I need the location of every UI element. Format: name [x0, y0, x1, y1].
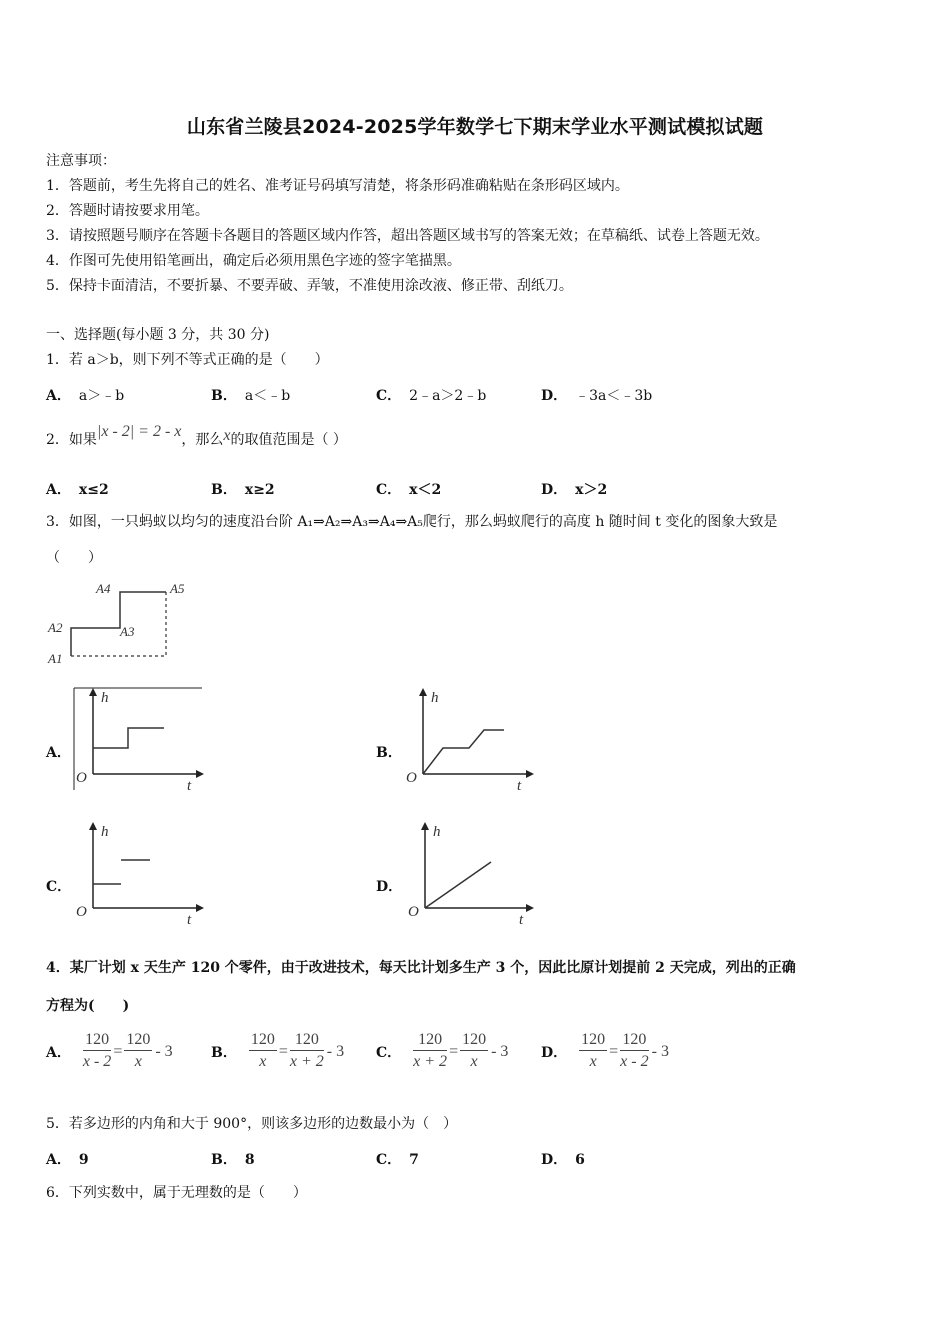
q2-expression: |x - 2| = 2 - x: [96, 423, 182, 440]
option-letter: D．: [541, 1152, 568, 1168]
option-letter: C．: [46, 879, 72, 895]
option-text: x≤2: [78, 482, 109, 498]
q2-option-d: [541, 479, 615, 499]
option-letter: C．: [376, 388, 402, 404]
tail-term: - 3: [155, 1042, 173, 1060]
denominator: x + 2: [413, 1053, 448, 1070]
question-6-stem: 6．下列实数中，属于无理数的是（ ）: [46, 1185, 307, 1201]
axis-label: t: [517, 778, 522, 794]
option-text: 7: [409, 1152, 419, 1168]
option-letter: B．: [376, 745, 402, 761]
option-text: ﹣3a＜﹣3b: [575, 388, 653, 404]
q2-option-b: [211, 479, 283, 499]
q2-mid: ，那么: [181, 432, 224, 448]
option-letter: D．: [541, 1044, 568, 1061]
fraction-left: [413, 1030, 447, 1073]
equals-sign: =: [449, 1042, 459, 1060]
notice-item: 5．保持卡面清洁，不要折暴、不要弄破、弄皱，不准使用涂改液、修正带、刮纸刀。: [46, 278, 573, 294]
q2-var: x: [223, 427, 231, 444]
notice-heading: 注意事项：: [46, 153, 116, 169]
question-1-stem: 1．若 a＞b，则下列不等式正确的是（ ）: [46, 352, 329, 368]
q3-graph-b: [402, 686, 542, 794]
option-text: 6: [575, 1152, 585, 1168]
axis-origin: O: [76, 770, 87, 786]
q4-option-d: [541, 1030, 669, 1073]
axis-origin: O: [408, 904, 419, 920]
option-letter: D．: [541, 482, 568, 498]
denominator: x + 2: [289, 1053, 324, 1070]
q1-option-a: [46, 385, 124, 405]
fraction-right: [290, 1030, 324, 1073]
notice-item: 2．答题时请按要求用笔。: [46, 203, 209, 219]
q4-option-b: [211, 1030, 344, 1073]
axis-label: h: [431, 690, 439, 706]
numerator: 120: [124, 1030, 152, 1051]
question-2-stem: [46, 423, 347, 450]
numerator: 120: [83, 1030, 111, 1051]
question-3-blank: （ ）: [46, 550, 102, 566]
axis-label: h: [433, 824, 441, 840]
q2-suffix: 的取值范围是（ ）: [230, 432, 347, 448]
notice-item: 3．请按照题号顺序在答题卡各题目的答题区域内作答，超出答题区域书写的答案无效；在草稿纸、试卷上答题无效。: [46, 228, 769, 244]
q2-prefix: 2．如果: [46, 432, 97, 448]
fraction-right: [620, 1030, 648, 1073]
fraction-right: [124, 1030, 152, 1073]
option-letter: C．: [376, 482, 402, 498]
axis-label: h: [101, 690, 109, 706]
option-text: 2﹣a＞2﹣b: [409, 388, 487, 404]
question-5-stem: 5．若多边形的内角和大于 900°，则该多边形的边数最小为（ ）: [46, 1116, 458, 1132]
axis-label: t: [187, 778, 192, 794]
option-letter: A．: [46, 745, 71, 761]
equals-sign: =: [113, 1042, 123, 1060]
q4-option-a: [46, 1030, 173, 1073]
option-letter: A．: [46, 388, 71, 404]
axis-label: t: [519, 912, 524, 928]
tail-term: - 3: [326, 1042, 345, 1060]
fraction-left: [83, 1030, 111, 1073]
denominator: x: [134, 1053, 142, 1070]
axis-label: t: [187, 912, 192, 928]
q5-option-d: [541, 1149, 593, 1169]
stair-label: A4: [96, 581, 111, 596]
option-letter: D．: [376, 879, 403, 895]
option-text: x≥2: [244, 482, 275, 498]
option-letter: B．: [211, 482, 237, 498]
denominator: x - 2: [82, 1053, 112, 1070]
staircase-figure: [44, 576, 194, 668]
denominator: x: [259, 1053, 267, 1070]
notice-item: 1．答题前，考生先将自己的姓名、准考证号码填写清楚，将条形码准确粘贴在条形码区域内。: [46, 178, 629, 194]
tail-term: - 3: [651, 1042, 669, 1060]
q3-graph-d: [402, 820, 542, 928]
option-letter: B．: [211, 1152, 237, 1168]
option-letter: A．: [46, 1152, 71, 1168]
question-4-stem-2: 方程为( ): [46, 998, 130, 1014]
q5-option-c: [376, 1149, 427, 1169]
option-letter: B．: [211, 1044, 237, 1061]
option-text: a＜﹣b: [244, 388, 291, 404]
numerator: 120: [579, 1030, 607, 1051]
numerator: 120: [249, 1030, 277, 1051]
option-letter: B．: [211, 388, 237, 404]
option-letter: D．: [541, 388, 568, 404]
numerator: 120: [620, 1030, 648, 1051]
q4-option-c: [376, 1030, 508, 1073]
fraction-left: [249, 1030, 277, 1073]
q1-option-d: [541, 385, 652, 405]
option-text: 9: [78, 1152, 89, 1168]
question-3-stem: 3．如图，一只蚂蚁以均匀的速度沿台阶 A₁⇒A₂⇒A₃⇒A₄⇒A₅爬行，那么蚂蚁爬行的高度 h 随时间 t 变化的图象大致是: [46, 514, 778, 530]
numerator: 120: [460, 1030, 488, 1051]
option-text: a＞﹣b: [78, 388, 125, 404]
tail-term: - 3: [491, 1042, 509, 1060]
q3-graph-c: [72, 820, 207, 928]
q2-option-c: [376, 479, 449, 499]
q5-option-a: [46, 1149, 97, 1169]
numerator: 120: [290, 1030, 324, 1051]
page-title: 山东省兰陵县2024-2025学年数学七下期末学业水平测试模拟试题: [186, 116, 764, 138]
q1-option-b: [211, 385, 290, 405]
stair-label: A1: [48, 651, 63, 666]
q2-option-a: [46, 479, 117, 499]
notice-item: 4．作图可先使用铅笔画出，确定后必须用黑色字迹的签字笔描黑。: [46, 253, 461, 269]
denominator: x - 2: [620, 1053, 649, 1070]
option-letter: A．: [46, 482, 71, 498]
equals-sign: =: [278, 1042, 288, 1060]
denominator: x: [589, 1053, 597, 1070]
axis-origin: O: [406, 770, 417, 786]
denominator: x: [470, 1053, 478, 1070]
q3-graph-a: [72, 686, 207, 794]
numerator: 120: [413, 1030, 447, 1051]
option-letter: A．: [46, 1044, 71, 1061]
q1-option-c: [376, 385, 486, 405]
fraction-right: [460, 1030, 488, 1073]
stair-label: A3: [120, 624, 135, 639]
equals-sign: =: [609, 1042, 619, 1060]
option-text: x＜2: [409, 482, 442, 498]
axis-origin: O: [76, 904, 87, 920]
stair-label: A2: [48, 620, 63, 635]
option-text: x＞2: [575, 482, 608, 498]
axis-label: h: [101, 824, 109, 840]
stair-label: A5: [170, 581, 185, 596]
option-letter: C．: [376, 1044, 402, 1061]
fraction-left: [579, 1030, 607, 1073]
q5-option-b: [211, 1149, 263, 1169]
question-4-stem: 4．某厂计划 x 天生产 120 个零件，由于改进技术，每天比计划多生产 3 个，因此比原计划提前 2 天完成，列出的正确: [46, 960, 796, 976]
option-letter: C．: [376, 1152, 402, 1168]
section-heading: 一、选择题(每小题 3 分，共 30 分): [46, 327, 270, 343]
option-text: 8: [244, 1152, 255, 1168]
